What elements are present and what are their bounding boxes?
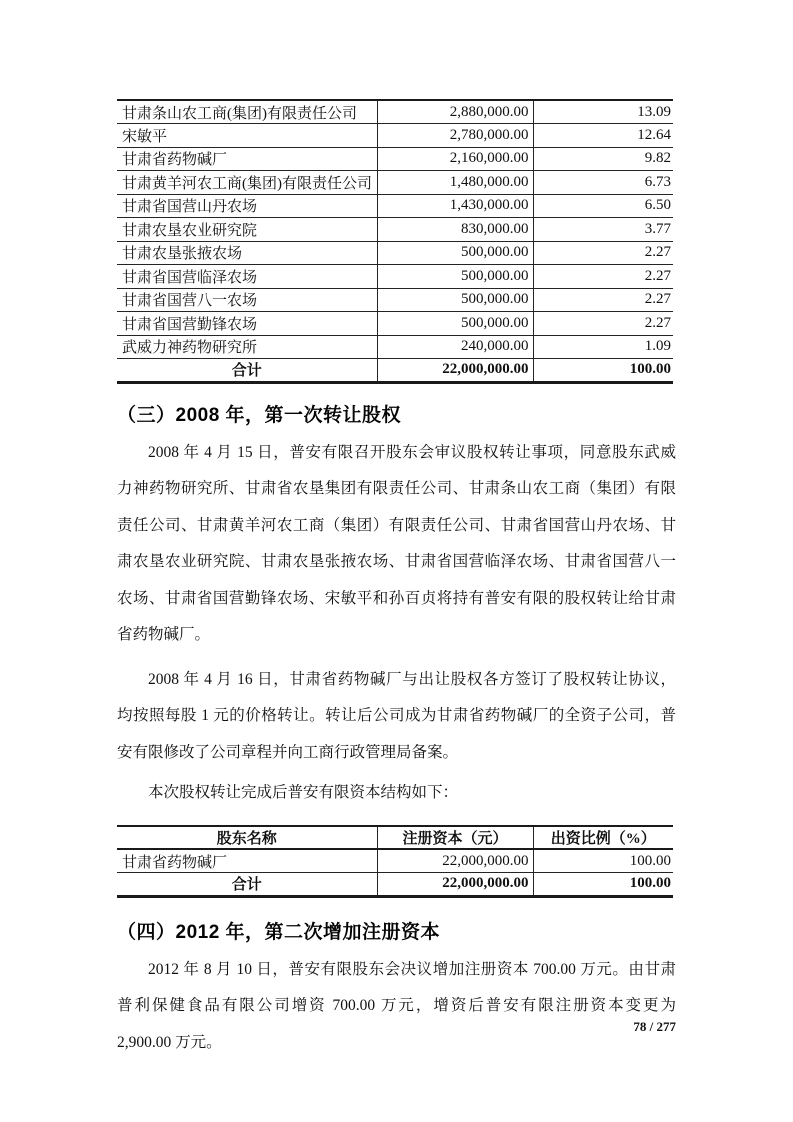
ownership-pct-cell: 6.50 [533,194,673,218]
table-row [117,194,673,218]
registered-capital-cell: 1,480,000.00 [377,171,533,195]
paragraph-line: 2012 年 8 月 10 日，普安有限股东会决议增加注册资本 700.00 万元。由甘肃 [148,960,676,978]
ownership-pct-cell: 12.64 [533,124,673,148]
capital-table2-body [117,849,673,896]
table-total-row [117,359,673,383]
section-heading-capital-increase-2012: （四）2012 年，第二次增加注册资本 [117,921,441,943]
ownership-pct-cell: 100.00 [629,875,671,892]
table-row [117,100,673,124]
paragraph-line: 责任公司、甘肃黄羊河农工商（集团）有限责任公司、甘肃省国营山丹农场、甘 [117,516,676,534]
paragraph-line: 普利保健食品有限公司增资 700.00 万元，增资后普安有限注册资本变更为 [117,997,676,1014]
registered-capital-cell: 22,000,000.00 [377,873,533,897]
shareholder-name-cell: 甘肃农垦农业研究院 [117,218,377,242]
page-number: 78 / 277 [633,1019,676,1034]
paragraph-line: 安有限修改了公司章程并向工商行政管理局备案。 [117,743,459,761]
paragraph-line: 2008 年 4 月 15 日，普安有限召开股东会审议股权转让事项，同意股东武威 [148,443,676,461]
table-row [117,288,673,312]
ownership-pct-cell: 13.09 [533,100,673,124]
table-row [117,312,673,336]
registered-capital-cell: 240,000.00 [377,335,533,359]
ownership-pct-cell: 2.27 [533,241,673,265]
paragraph-line: 2,900.00 万元。 [117,1033,222,1051]
registered-capital-cell: 22,000,000.00 [377,359,533,383]
registered-capital-cell: 22,000,000.00 [377,849,533,873]
registered-capital-cell: 2,780,000.00 [377,124,533,148]
capital-structure-table-continued [117,99,673,384]
paragraph-line: 均按照每股 1 元的价格转让。转让后公司成为甘肃省药物碱厂的全资子公司，普 [117,707,676,724]
paragraph-line: 本次股权转让完成后普安有限资本结构如下： [148,784,459,801]
shareholder-name-cell: 甘肃黄羊河农工商(集团)有限责任公司 [117,171,377,195]
shareholder-name-cell: 甘肃省药物碱厂 [117,849,377,873]
table-row [117,147,673,171]
paragraph-line: 力神药物研究所、甘肃省农垦集团有限责任公司、甘肃条山农工商（集团）有限 [117,480,676,497]
table-row [117,124,673,148]
table-row [117,218,673,242]
shareholder-name-cell: 甘肃省国营勤锋农场 [117,312,377,336]
header-registered-capital: 注册资本（元） [377,826,533,850]
ownership-pct-cell: 2.27 [533,312,673,336]
registered-capital-cell: 500,000.00 [377,288,533,312]
table-row [117,335,673,359]
ownership-pct-cell: 6.73 [533,171,673,195]
paragraph-line: 肃农垦农业研究院、甘肃农垦张掖农场、甘肃省国营临泽农场、甘肃省国营八一 [117,553,676,570]
table-row [117,849,673,873]
registered-capital-cell: 830,000.00 [377,218,533,242]
table-row [117,265,673,289]
ownership-pct-cell: 2.27 [533,265,673,289]
shareholder-name-cell: 甘肃省药物碱厂 [117,147,377,171]
shareholder-name-cell: 甘肃农垦张掖农场 [117,241,377,265]
shareholder-name-cell: 甘肃省国营临泽农场 [117,265,377,289]
table-row [117,171,673,195]
paragraph-table-lead-in [117,775,676,812]
paragraph-line: 2008 年 4 月 16 日，甘肃省药物碱厂与出让股权各方签订了股权转让协议， [148,670,676,688]
ownership-pct-cell: 1.09 [533,335,673,359]
header-shareholder-name: 股东名称 [117,826,377,850]
paragraph-line: 农场、甘肃省国营勤锋农场、宋敏平和孙百贞将持有普安有限的股权转让给甘肃 [117,589,676,607]
shareholder-name-cell: 合计 [117,359,377,383]
paragraph-line: 省药物碱厂。 [117,626,211,643]
shareholder-name-cell: 甘肃条山农工商(集团)有限责任公司 [117,100,377,124]
capital-table-body [117,100,673,382]
table-row [117,241,673,265]
section-heading-share-transfer-2008: （三）2008 年，第一次转让股权 [117,404,402,426]
shareholder-name-cell: 合计 [117,873,377,897]
ownership-pct-cell: 100.00 [533,849,673,873]
ownership-pct-cell: 100.00 [629,361,671,378]
paragraph-capital-increase [117,952,676,1062]
shareholder-name-cell: 宋敏平 [117,124,377,148]
ownership-pct-cell: 2.27 [533,288,673,312]
ownership-pct-cell: 3.77 [533,218,673,242]
ownership-pct-cell: 9.82 [533,147,673,171]
shareholder-name-cell: 甘肃省国营八一农场 [117,288,377,312]
header-ownership-pct: 出资比例（%） [533,826,673,850]
paragraph-share-transfer-resolution [117,435,676,654]
table-total-row [117,873,673,897]
paragraph-transfer-agreement [117,662,676,772]
table-header-row [117,826,673,850]
registered-capital-cell: 500,000.00 [377,241,533,265]
registered-capital-cell: 500,000.00 [377,312,533,336]
shareholder-name-cell: 甘肃省国营山丹农场 [117,194,377,218]
registered-capital-cell: 1,430,000.00 [377,194,533,218]
registered-capital-cell: 2,880,000.00 [377,100,533,124]
registered-capital-cell: 500,000.00 [377,265,533,289]
registered-capital-cell: 2,160,000.00 [377,147,533,171]
capital-structure-table [117,825,673,898]
shareholder-name-cell: 武威力神药物研究所 [117,335,377,359]
